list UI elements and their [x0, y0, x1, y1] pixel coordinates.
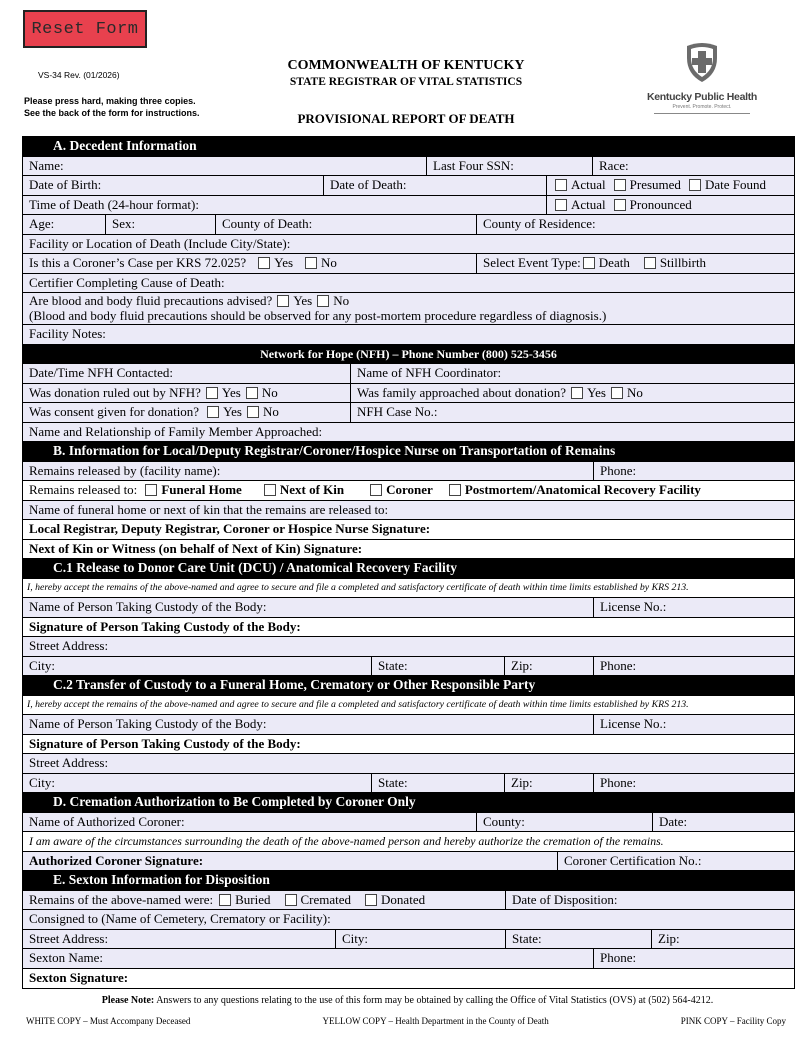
logo-tagline: Prevent. Promote. Protect.	[672, 104, 732, 110]
c1-zip-field[interactable]: Zip:	[504, 657, 593, 676]
cremated-label: Cremated	[300, 891, 352, 907]
kentucky-public-health-logo	[636, 40, 768, 114]
stillbirth-checkbox[interactable]	[644, 257, 656, 269]
row-facility	[23, 235, 794, 255]
released-by-field[interactable]: Remains released by (facility name):	[29, 462, 221, 478]
pink-copy: PINK COPY – Facility Copy	[680, 1016, 786, 1026]
tod-actual-checkbox[interactable]	[555, 199, 567, 211]
section-c2-header	[23, 676, 794, 696]
d-coroner-name-field[interactable]: Name of Authorized Coroner:	[29, 813, 185, 829]
pronounced-label: Pronounced	[629, 196, 692, 212]
c2-signature-field[interactable]: Signature of Person Taking Custody of the Body:	[29, 735, 301, 751]
e-zip-field[interactable]: Zip:	[651, 930, 794, 949]
d-county-field[interactable]: County:	[476, 813, 652, 832]
coroner-case-yes-checkbox[interactable]	[258, 257, 270, 269]
footer-note-label: Please Note:	[101, 995, 155, 1006]
pronounced-checkbox[interactable]	[614, 199, 626, 211]
row-c1-signature	[23, 618, 794, 638]
blood-question	[23, 293, 794, 308]
tod-field[interactable]: Time of Death (24-hour format):	[29, 196, 199, 212]
stillbirth-label: Stillbirth	[659, 255, 707, 271]
c2-zip-field[interactable]: Zip:	[504, 774, 593, 793]
row-nfh-contact	[23, 364, 794, 384]
c1-license-field[interactable]: License No.:	[593, 598, 794, 617]
coroner-case-no-label: No	[321, 255, 337, 271]
logo-brand: Kentucky Public Health	[646, 91, 758, 103]
row-e-address	[23, 930, 794, 950]
nfh-title: Network for Hope (NFH) – Phone Number (800) 525-3456	[260, 346, 557, 361]
registrar-signature-field[interactable]: Local Registrar, Deputy Registrar, Coroner or Hospice Nurse Signature:	[29, 521, 431, 536]
row-kin-signature	[23, 540, 794, 560]
section-b-title: B. Information for Local/Deputy Registrar/Coroner/Hospice Nurse on Transportation of Remains	[53, 443, 616, 458]
dod-field[interactable]: Date of Death:	[323, 176, 546, 195]
donated-label: Donated	[381, 891, 426, 907]
e-sexton-signature-field[interactable]: Sexton Signature:	[29, 969, 129, 985]
e-phone-field[interactable]: Phone:	[593, 949, 794, 968]
c2-state-field[interactable]: State:	[371, 774, 504, 793]
kin-signature-field[interactable]: Next of Kin or Witness (on behalf of Next of Kin) Signature:	[29, 540, 363, 556]
e-consigned-field[interactable]: Consigned to (Name of Cemetery, Crematory or Facility):	[29, 911, 331, 926]
county-residence-field[interactable]: County of Residence:	[476, 215, 794, 234]
row-d-statement	[23, 832, 794, 852]
reset-form-button[interactable]: Reset Form	[23, 10, 147, 48]
presumed-label: Presumed	[629, 177, 681, 193]
section-e-title: E. Sexton Information for Disposition	[53, 872, 270, 887]
section-c2-title: C.2 Transfer of Custody to a Funeral Home, Crematory or Other Responsible Party	[53, 677, 536, 692]
consent-no-checkbox[interactable]	[247, 406, 259, 418]
blood-yes-checkbox[interactable]	[277, 295, 289, 307]
row-c1-person	[23, 598, 794, 618]
tod-type-group	[546, 196, 794, 215]
buried-label: Buried	[235, 891, 271, 907]
funeral-home-checkbox[interactable]	[145, 484, 157, 496]
row-age	[23, 215, 794, 235]
row-blood	[23, 293, 794, 325]
blood-label: Are blood and body fluid precautions advised?	[29, 293, 273, 308]
facility-notes-field[interactable]: Facility Notes:	[29, 326, 106, 341]
funeral-name-field[interactable]: Name of funeral home or next of kin that the remains are released to:	[29, 501, 389, 517]
e-city-field[interactable]: City:	[335, 930, 505, 949]
row-dob	[23, 176, 794, 196]
e-state-field[interactable]: State:	[505, 930, 651, 949]
form-number: VS-34 Rev. (01/2026)	[38, 70, 120, 80]
family-yes-checkbox[interactable]	[571, 387, 583, 399]
c1-city-field[interactable]: City:	[29, 657, 56, 673]
row-coroner-case	[23, 254, 794, 274]
row-released-to	[23, 481, 794, 501]
section-c1-header	[23, 559, 794, 579]
coroner-case-label: Is this a Coroner’s Case per KRS 72.025?	[29, 255, 247, 271]
actual-checkbox[interactable]	[555, 179, 567, 191]
row-name	[23, 157, 794, 177]
presumed-checkbox[interactable]	[614, 179, 626, 191]
row-c1-street	[23, 637, 794, 657]
released-by-phone-field[interactable]: Phone:	[593, 462, 794, 481]
row-e-sexton-signature	[23, 969, 794, 989]
consent-yes-label: Yes	[223, 404, 242, 420]
row-d-signature	[23, 852, 794, 872]
row-c1-city	[23, 657, 794, 677]
facility-location-field[interactable]: Facility or Location of Death (Include City/State):	[29, 235, 291, 251]
ssn-field[interactable]: Last Four SSN:	[426, 157, 592, 176]
c2-street-field[interactable]: Street Address:	[29, 755, 109, 770]
death-checkbox[interactable]	[583, 257, 595, 269]
row-c2-person	[23, 715, 794, 735]
c1-state-field[interactable]: State:	[371, 657, 504, 676]
d-date-field[interactable]: Date:	[652, 813, 794, 832]
row-facility-notes	[23, 325, 794, 345]
ruled-out-yes-label: Yes	[221, 384, 241, 400]
age-field[interactable]: Age:	[29, 216, 55, 231]
title-commonwealth: COMMONWEALTH OF KENTUCKY	[287, 58, 525, 73]
blood-note: (Blood and body fluid precautions should be observed for any post-mortem procedure regardless of diagnosis.)	[29, 308, 607, 323]
section-e-header	[23, 871, 794, 891]
row-c2-city	[23, 774, 794, 794]
next-of-kin-checkbox[interactable]	[264, 484, 276, 496]
ruled-out-field	[23, 384, 350, 403]
tod-actual-label: Actual	[571, 196, 606, 212]
c2-license-field[interactable]: License No.:	[593, 715, 794, 734]
row-funeral-name	[23, 501, 794, 521]
row-certifier	[23, 274, 794, 294]
event-type-field	[476, 254, 794, 273]
blood-no-label: No	[333, 293, 350, 308]
section-a-header	[23, 137, 794, 157]
donated-checkbox[interactable]	[365, 894, 377, 906]
coroner-case-field	[23, 254, 476, 273]
ruled-out-label: Was donation ruled out by NFH?	[29, 384, 201, 400]
row-tod	[23, 196, 794, 216]
next-of-kin-label: Next of Kin	[279, 482, 345, 498]
section-d-header	[23, 793, 794, 813]
white-copy: WHITE COPY – Must Accompany Deceased	[26, 1016, 191, 1026]
c2-statement: I, hereby accept the remains of the above-named and agree to secure and file a completed and satisfactory certificate of death within time limits established by KRS 213.	[27, 698, 689, 710]
instructions-line-2: See the back of the form for instructions.	[24, 108, 200, 118]
row-c1-statement	[23, 579, 794, 599]
ruled-out-yes-checkbox[interactable]	[206, 387, 218, 399]
consent-label: Was consent given for donation?	[29, 404, 200, 420]
released-to-label: Remains released to:	[29, 482, 138, 498]
yellow-copy: YELLOW COPY – Health Department in the County of Death	[322, 1016, 549, 1026]
date-found-checkbox[interactable]	[689, 179, 701, 191]
family-no-label: No	[626, 384, 643, 400]
family-approached-field	[350, 384, 794, 403]
nfh-coordinator-field[interactable]: Name of NFH Coordinator:	[350, 364, 794, 383]
coroner-case-no-checkbox[interactable]	[305, 257, 317, 269]
postmortem-checkbox[interactable]	[449, 484, 461, 496]
e-disposition-date-field[interactable]: Date of Disposition:	[505, 891, 794, 910]
coroner-label: Coroner	[386, 482, 433, 498]
event-type-label: Select Event Type:	[483, 255, 581, 271]
county-death-field[interactable]: County of Death:	[215, 215, 476, 234]
e-sexton-name-field[interactable]: Sexton Name:	[29, 950, 104, 965]
family-approached-label: Was family approached about donation?	[357, 384, 567, 400]
buried-checkbox[interactable]	[219, 894, 231, 906]
blood-yes-label: Yes	[293, 293, 313, 308]
section-c1-title: C.1 Release to Donor Care Unit (DCU) / Anatomical Recovery Facility	[53, 560, 458, 575]
nfh-header	[23, 345, 794, 365]
nfh-case-no-field[interactable]: NFH Case No.:	[350, 403, 794, 422]
released-to-field	[23, 481, 794, 500]
row-e-consigned	[23, 910, 794, 930]
shield-cross-icon	[679, 40, 725, 84]
row-e-sexton	[23, 949, 794, 969]
consent-field	[23, 403, 350, 422]
family-no-checkbox[interactable]	[611, 387, 623, 399]
postmortem-label: Postmortem/Anatomical Recovery Facility	[464, 482, 701, 498]
certifier-field[interactable]: Certifier Completing Cause of Death:	[29, 274, 225, 290]
row-d-coroner	[23, 813, 794, 833]
section-d-title: D. Cremation Authorization to Be Completed by Coroner Only	[53, 794, 416, 809]
copy-distribution	[26, 1016, 786, 1026]
nfh-contacted-field[interactable]: Date/Time NFH Contacted:	[29, 365, 173, 380]
coroner-checkbox[interactable]	[370, 484, 382, 496]
form-title: PROVISIONAL REPORT OF DEATH	[297, 111, 515, 126]
c2-person-field[interactable]: Name of Person Taking Custody of the Body:	[29, 716, 267, 731]
d-statement: I am aware of the circumstances surrounding the death of the above-named person and hereby authorize the cremation of the remains.	[29, 834, 664, 848]
c2-city-field[interactable]: City:	[29, 774, 56, 790]
dob-field[interactable]: Date of Birth:	[29, 177, 102, 192]
row-released-by	[23, 462, 794, 482]
row-family-member	[23, 423, 794, 443]
e-remains-field	[23, 891, 505, 910]
c1-person-field[interactable]: Name of Person Taking Custody of the Body:	[29, 599, 267, 614]
actual-label: Actual	[571, 177, 606, 193]
instructions-line-1: Please press hard, making three copies.	[24, 96, 196, 106]
consent-no-label: No	[263, 404, 279, 420]
ruled-out-no-checkbox[interactable]	[246, 387, 258, 399]
section-a-title: A. Decedent Information	[53, 138, 197, 153]
e-street-field[interactable]: Street Address:	[29, 930, 109, 946]
sex-field[interactable]: Sex:	[105, 215, 215, 234]
row-c2-street	[23, 754, 794, 774]
c1-street-field[interactable]: Street Address:	[29, 638, 109, 653]
dod-type-group	[546, 176, 794, 195]
c1-signature-field[interactable]: Signature of Person Taking Custody of the Body:	[29, 618, 301, 634]
logo-rule	[654, 113, 750, 114]
family-yes-label: Yes	[587, 384, 606, 400]
row-nfh-consent	[23, 403, 794, 423]
family-member-field[interactable]: Name and Relationship of Family Member Approached:	[29, 423, 323, 439]
e-remains-label: Remains of the above-named were:	[29, 891, 214, 907]
footer-note	[22, 995, 793, 1006]
footer-note-text: Answers to any questions relating to the use of this form may be obtained by calling the Office of Vital Statistics (OVS) at (502) 564-4212.	[154, 995, 714, 1006]
section-b-header	[23, 442, 794, 462]
row-c2-statement	[23, 696, 794, 716]
death-label: Death	[598, 255, 630, 271]
consent-yes-checkbox[interactable]	[207, 406, 219, 418]
race-field[interactable]: Race:	[592, 157, 794, 176]
d-signature-field[interactable]: Authorized Coroner Signature:	[29, 852, 204, 868]
row-c2-signature	[23, 735, 794, 755]
instructions	[24, 95, 200, 119]
blood-no-checkbox[interactable]	[317, 295, 329, 307]
funeral-home-label: Funeral Home	[161, 482, 242, 498]
name-field[interactable]: Name:	[29, 157, 64, 173]
death-report-form	[22, 136, 795, 989]
coroner-case-yes-label: Yes	[274, 255, 294, 271]
c1-statement: I, hereby accept the remains of the above-named and agree to secure and file a completed and satisfactory certificate of death within time limits established by KRS 213.	[27, 581, 689, 593]
ruled-out-no-label: No	[261, 384, 278, 400]
date-found-label: Date Found	[704, 177, 766, 193]
c2-phone-field[interactable]: Phone:	[593, 774, 794, 793]
c1-phone-field[interactable]: Phone:	[593, 657, 794, 676]
row-registrar-signature	[23, 520, 794, 540]
row-nfh-ruled	[23, 384, 794, 404]
title-registrar: STATE REGISTRAR OF VITAL STATISTICS	[289, 76, 523, 88]
cremated-checkbox[interactable]	[285, 894, 297, 906]
row-e-remains	[23, 891, 794, 911]
d-cert-no-field[interactable]: Coroner Certification No.:	[557, 852, 794, 871]
